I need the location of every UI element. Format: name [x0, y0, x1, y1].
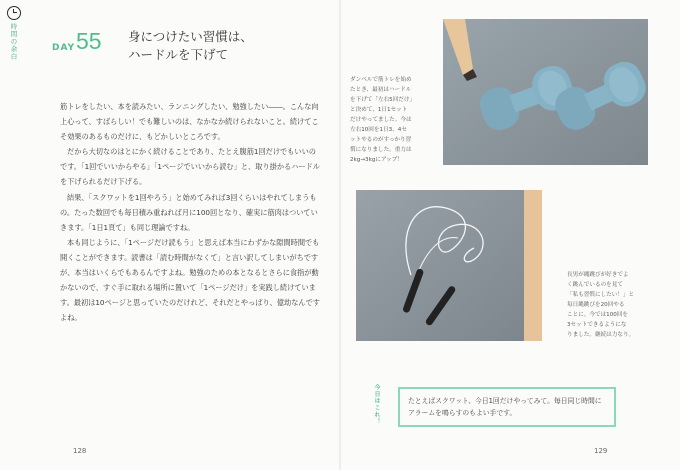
dumbbell-caption [350, 75, 440, 165]
side-tab [6, 6, 22, 61]
body-paragraph: 結果、「スクワットを1回やろう」と始めてみれば3回くらいはやれてしまうもの。たった数回でも毎日積み重ねれば月に100回となり、確実に筋肉はついていきます。「1日1頁て」も同じ理論ですね。 [60, 192, 318, 232]
tip-box [398, 387, 616, 427]
jump-rope-illustration [356, 190, 542, 341]
body-paragraph: 本も同じように、「1ページだけ読もう」と思えば本当にわずかな隙間時間でも開くことができます。読書は「読む時間がなくて」と言い訳してしまいがちですが、本当はいくらでもあるんですよね。勉強のための本となるとさらに食指が動かないので、すぐ手に取れる場所に置いて「1ページだけ」を実践し続けています。最初は10ページと思っていたのだけれど、それだとやっぱり、億劫なんですよね。 [60, 237, 320, 323]
caption-line: たとき、最初はハードル [350, 87, 412, 93]
caption-line: 3セットできるようにな [567, 322, 627, 328]
jump-rope-caption [567, 270, 662, 340]
jump-rope-photo [356, 190, 542, 341]
dumbbell-photo [443, 19, 648, 165]
caption-line: 2kg→3kgにアップ！ [350, 157, 403, 163]
page-gutter [339, 0, 341, 470]
page-number-right: 129 [594, 447, 608, 455]
page-title-line-1: 身につけたい習慣は、 [128, 29, 253, 44]
caption-line: だけやってました。今は [350, 117, 412, 123]
body-text [60, 99, 320, 325]
caption-line: ことに。今では100回を [567, 312, 629, 318]
caption-line: を下げて「左右5回だけ」 [350, 97, 416, 103]
body-paragraph: だから大切なのはとにかく続けることであり、たとえ腹筋1回だけでもいいのです。「1回でいいからやる」「1ページでいいから読む」と、取り掛かるハードルを下げられるだけ下げる。 [60, 147, 320, 187]
caption-line: 長男が縄跳びが好きでよ [567, 272, 629, 278]
day-number: 55 [76, 28, 102, 54]
side-tab-label: 時間の余白 [9, 23, 18, 61]
body-paragraph: 筋トレをしたい、本を読みたい、ランニングしたい、勉強したい――。こんな向上心って、すばらしい！でも難しいのは、なかなか続けられないこと。続けてこそ効果のあるものだけに、もどかしいところです。 [60, 102, 319, 142]
dumbbell-illustration [443, 19, 648, 165]
caption-line: と決めて、1日1セット [350, 107, 408, 113]
caption-line: 慣になりました。重力は [350, 147, 412, 153]
caption-line: ダンベルで筋トレを始め [350, 77, 412, 83]
day-label: DAY [52, 43, 76, 53]
caption-line: りました。継続は力なり。 [567, 332, 635, 338]
page-number-left: 128 [73, 447, 87, 455]
caption-line: く跳んでいるのを見て [567, 282, 623, 288]
tip-label: 今日はこれ！ [373, 384, 379, 425]
page-title-line-2: ハードルを下げて [128, 47, 229, 62]
caption-line: ットやるのがすっかり習 [350, 137, 412, 143]
caption-line: 「私も習慣にしたい！」と [567, 292, 635, 298]
caption-line: 左右10回を1日3、4セ [350, 127, 407, 133]
clock-icon [7, 6, 21, 20]
caption-line: 毎日縄跳びを20回やる [567, 302, 625, 308]
tip-text: たとえばスクワット、今日1回だけやってみて。毎日同じ時間にアラームを鳴らすのもよい手です。 [408, 397, 602, 417]
